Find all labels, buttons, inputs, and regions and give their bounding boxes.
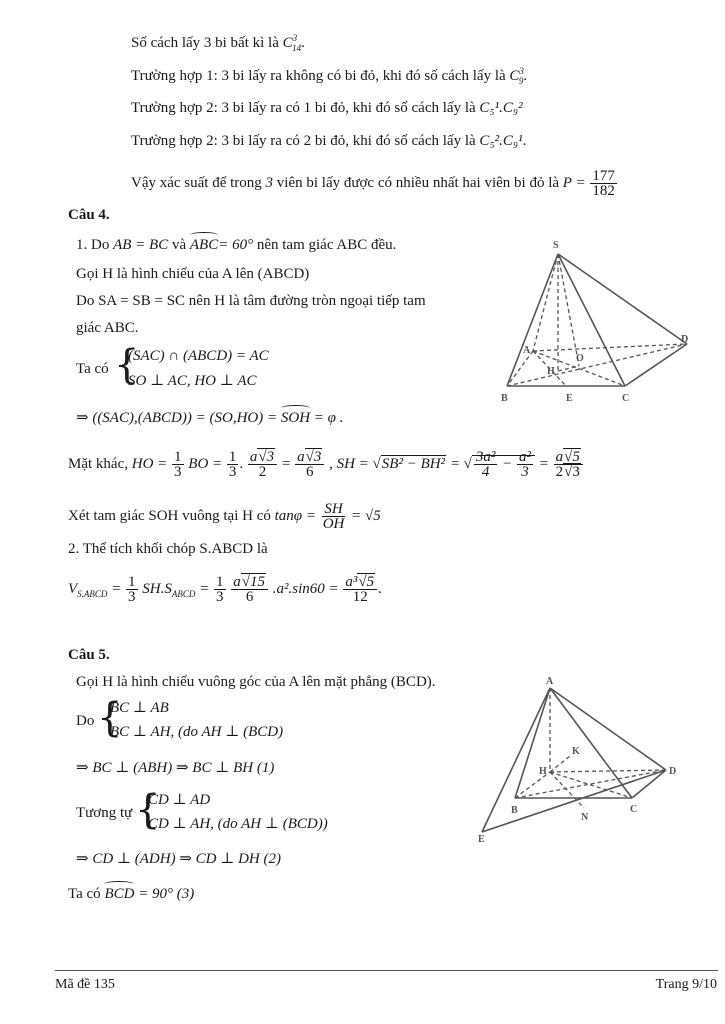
- label-b: B: [511, 805, 518, 816]
- label-c: C: [630, 804, 638, 815]
- edge-sa: [533, 254, 558, 351]
- label-n: N: [581, 812, 589, 823]
- cau5-system1-eq-2: BC ⊥ AH, (do AH ⊥ (BCD): [110, 724, 284, 740]
- cau4-matkhac-line: Mặt khác, HO = $\frac{1}{3}$ BO = $\frac{1}{3}$ . $\frac{a√3}{2}$ = $\frac{a√3}{6}$ , SH = √SB² − BH² = √ $\frac{\text{3a²}}{4}$ − $\frac{\text{a²}}{3}$ = $\frac{a√5}{2√3}$: [68, 446, 584, 482]
- label-d: D: [681, 334, 689, 345]
- cau4-taco: Ta có: [76, 361, 109, 377]
- cau5-do: Do: [76, 713, 95, 729]
- cau4-system-eq-2: SO ⊥ AC, HO ⊥ AC: [128, 373, 257, 389]
- cau4-line-3: Do SA = SB = SC nên H là tâm đường tròn ngoại tiếp tam: [76, 293, 426, 309]
- label-s: S: [553, 240, 559, 251]
- label-e: E: [478, 834, 485, 845]
- system-brace: {: [114, 342, 140, 388]
- system-brace-5a: {: [97, 695, 123, 741]
- cau5-tuongtu: Tương tự: [76, 805, 133, 821]
- cau4-system-eq-1: (SAC) ∩ (ABCD) = AC: [128, 348, 269, 364]
- cau5-system2-eq-2: CD ⊥ AH, (do AH ⊥ (BCD)): [148, 816, 328, 832]
- edge-ad: [533, 344, 687, 351]
- tetrahedron-figure-cau5: [470, 674, 705, 846]
- edge-ac: [550, 688, 632, 798]
- angle-soh: SOH: [280, 410, 311, 426]
- label-a: A: [523, 345, 531, 356]
- angle-bcd: BCD: [104, 886, 135, 902]
- label-h: H: [539, 766, 547, 777]
- cau5-implication-2: ⇒ CD ⊥ (ADH) ⇒ CD ⊥ DH (2): [76, 851, 281, 867]
- heading-cau-5: Câu 5.: [68, 647, 110, 663]
- cau4-xet-line: Xét tam giác SOH vuông tại H có tanφ = $\frac{SH}{OH}$ = √5: [68, 501, 381, 533]
- cau5-implication-1: ⇒ BC ⊥ (ABH) ⇒ BC ⊥ BH (1): [76, 760, 275, 776]
- label-e: E: [566, 393, 573, 404]
- label-d: D: [669, 766, 677, 777]
- cau4-volume-heading: 2. Thể tích khối chóp S.ABCD là: [68, 541, 268, 557]
- label-k: K: [572, 746, 580, 757]
- label-a: A: [546, 676, 554, 687]
- cau4-line-1: 1. Do AB = BC và ABC= 60° nên tam giác ABC đều.: [76, 237, 397, 253]
- cau5-line-1: Gọi H là hình chiếu vuông góc của A lên mặt phẳng (BCD).: [76, 674, 436, 690]
- cau4-volume-formula: $V_{S.ABCD}$ = $\frac{1}{3}$ $SH.S_{ABCD}$ = $\frac{1}{3}$ $\frac{a√15}{6}$ .a².sin60 = $\frac{\text{a³√5}}{12}$ .: [68, 574, 382, 606]
- system-brace-5b: {: [135, 787, 161, 833]
- line-case-1: Trường hợp 1: 3 bi lấy ra không có bi đỏ, khi đó số cách lấy là $C^3_9$.: [131, 66, 528, 86]
- line-probability: Vậy xác suất để trong 3 viên bi lấy được có nhiều nhất hai viên bi đỏ là P = $\frac{177}{182}$: [131, 168, 615, 200]
- heading-cau-4: Câu 4.: [68, 207, 110, 223]
- probability-fraction: $\frac{177}{182}$: [592, 168, 615, 200]
- label-h: H: [547, 366, 555, 377]
- line-total-ways: Số cách lấy 3 bi bất kì là $C^3_{14}$.: [131, 33, 305, 53]
- edge-sd: [558, 254, 687, 344]
- segment-hk: [550, 756, 570, 772]
- cau4-angle-line: ⇒ ((SAC),(ABCD)) = (SO,HO) = SOH = φ .: [76, 410, 344, 426]
- edge-ab: [515, 688, 550, 798]
- tan-fraction: $\frac{SH}{OH}$: [322, 501, 345, 533]
- edge-cd: [625, 344, 687, 386]
- footer-exam-code: Mã đề 135: [55, 977, 115, 992]
- cau5-system1-eq-1: BC ⊥ AB: [110, 700, 169, 716]
- segment-hd: [550, 770, 666, 772]
- label-c: C: [622, 393, 630, 404]
- angle-abc: ABC: [189, 237, 219, 253]
- footer-page-number: Trang 9/10: [655, 977, 717, 992]
- edge-cd: [632, 770, 666, 798]
- line-case-2b: Trường hợp 2: 3 bi lấy ra có 2 bi đỏ, khi đó số cách lấy là C₅².C₉¹.: [131, 133, 527, 149]
- cau4-line-2: Gọi H là hình chiếu của A lên (ABCD): [76, 266, 310, 282]
- footer-rule: [55, 970, 718, 971]
- pyramid-figure-cau4: [495, 236, 695, 406]
- diag-bd: [515, 770, 666, 798]
- diag-bd: [507, 344, 687, 386]
- cau5-system2-eq-1: CD ⊥ AD: [148, 792, 211, 808]
- label-o: O: [576, 353, 584, 364]
- cau4-line-4: giác ABC.: [76, 320, 139, 336]
- cau5-taco-line: Ta có BCD = 90° (3): [68, 886, 195, 902]
- line-case-2a: Trường hợp 2: 3 bi lấy ra có 1 bi đỏ, khi đó số cách lấy là C₅¹.C₉²: [131, 100, 523, 116]
- edge-ed: [482, 770, 666, 832]
- label-b: B: [501, 393, 508, 404]
